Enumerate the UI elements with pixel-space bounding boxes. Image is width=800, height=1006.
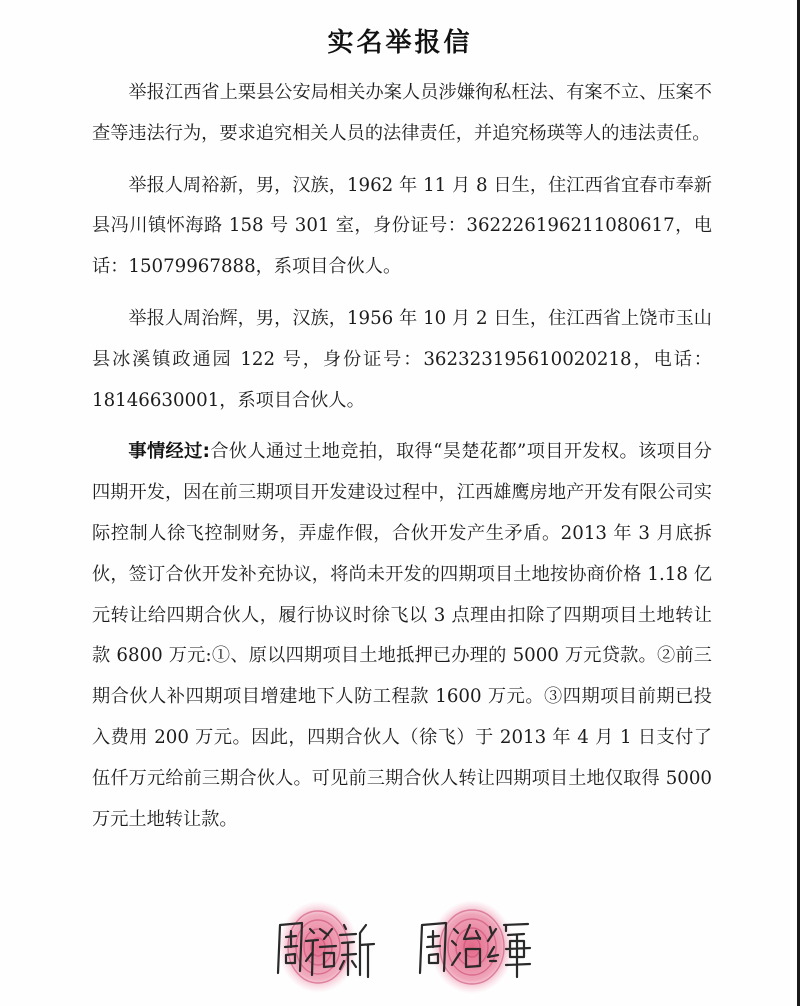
fingerprint-seal-2	[430, 900, 514, 994]
page-title: 实名举报信	[327, 28, 473, 58]
reporter-2-paragraph: 举报人周治辉，男，汉族，1956 年 10 月 2 日生，住江西省上饶市玉山县冰溪镇政通园 122 号，身份证号：362323195610020218，电话：18146630001，系项目合伙人。	[92, 307, 712, 411]
signature-block	[240, 895, 560, 1000]
facts-label: 事情经过:	[128, 441, 210, 463]
signature-graphic	[240, 895, 560, 1000]
facts-paragraph	[92, 432, 712, 840]
letter-body	[92, 73, 712, 851]
facts-text: 合伙人通过土地竞拍，取得“昊楚花都”项目开发权。该项目分四期开发，因在前三期项目开发建设过程中，江西雄鹰房地产开发有限公司实际控制人徐飞控制财务，弄虚作假，合伙开发产生矛盾。2013 年 3 月底拆伙，签订合伙开发补充协议，将尚未开发的四期项目土地按协商价格 1.18 亿元转让给四期合伙人，履行协议时徐飞以 3 点理由扣除了四期项目土地转让款 6800 万元:①、原以四期项目土地抵押已办理的 5000 万元贷款。②前三期合伙人补四期项目增建地下人防工程款 1600 万元。③四期项目前期已投入费用 200 万元。因此，四期合伙人（徐飞）于 2013 年 4 月 1 日支付了伍仟万元给前三期合伙人。可见前三期合伙人转让四期项目土地仅取得 5000 万元土地转让款。	[92, 441, 712, 830]
intro-paragraph: 举报江西省上栗县公安局相关办案人员涉嫌徇私枉法、有案不立、压案不查等违法行为，要求追究相关人员的法律责任，并追究杨瑛等人的违法责任。	[92, 82, 712, 144]
reporter-1-paragraph: 举报人周裕新，男，汉族，1962 年 11 月 8 日生，住江西省宜春市奉新县冯川镇怀海路 158 号 301 室，身份证号：362226196211080617，电话：15079967888，系项目合伙人。	[92, 174, 712, 278]
